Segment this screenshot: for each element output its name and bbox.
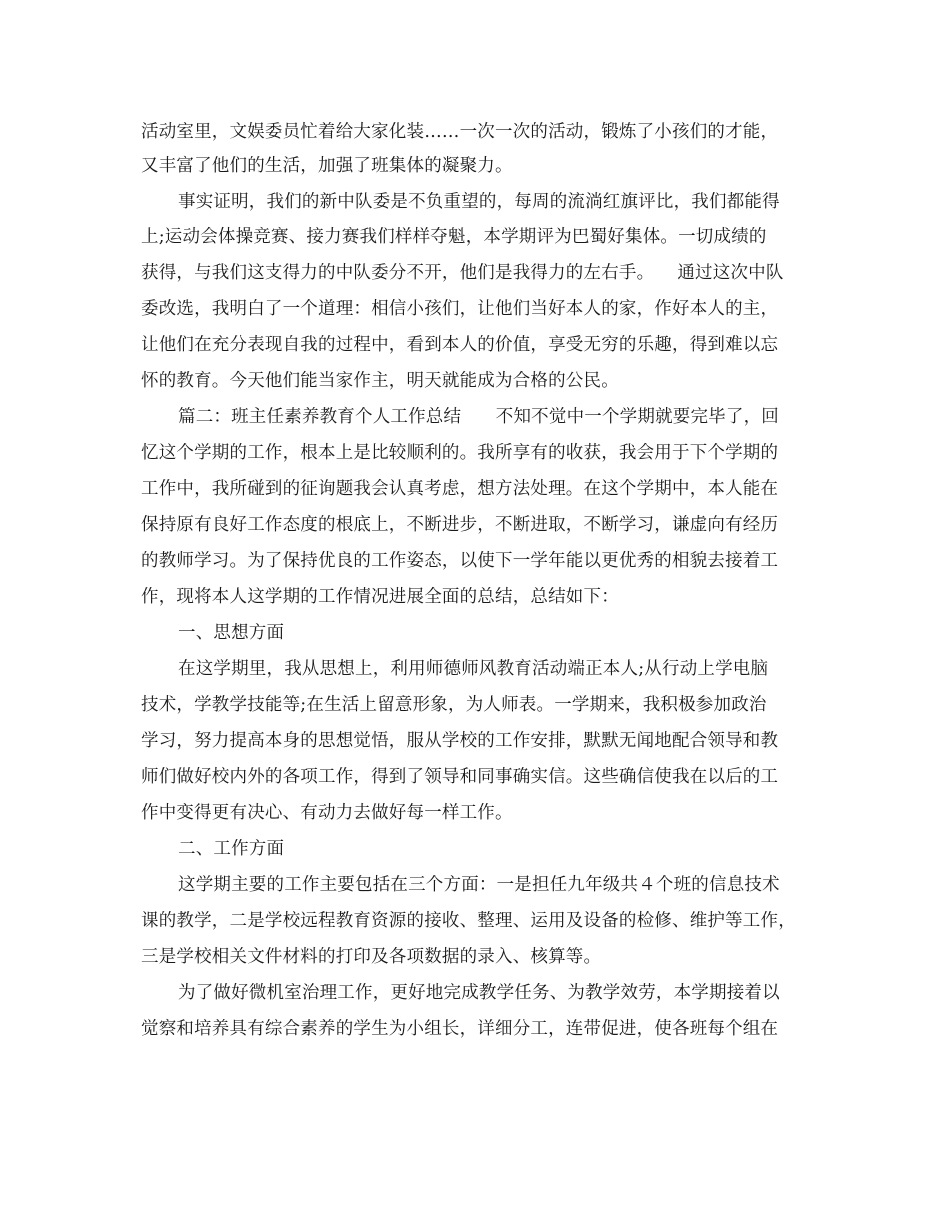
text-line: 怀的教育。今天他们能当家作主，明天就能成为合格的公民。	[141, 371, 619, 391]
text-line: 师们做好校内外的各项工作，得到了领导和同事确实信。这些确信使我在以后的工	[141, 767, 779, 787]
text-line: 让他们在充分表现自我的过程中，看到本人的价值，享受无穷的乐趣，得到难以忘	[141, 335, 779, 355]
text-line: 作中变得更有决心、有动力去做好每一样工作。	[141, 803, 513, 823]
section-heading: 二、工作方面	[178, 839, 285, 859]
text-line: 委改选，我明白了一个道理：相信小孩们，让他们当好本人的家，作好本人的主，	[141, 299, 779, 319]
text-line: 作，现将本人这学期的工作情况进展全面的总结，总结如下：	[141, 587, 619, 607]
section-heading: 一、思想方面	[178, 623, 285, 643]
text-line: 的教师学习。为了保持优良的工作姿态，以使下一学年能以更优秀的相貌去接着工	[141, 551, 779, 571]
text-line: 工作中，我所碰到的征询题我会认真考虑，想方法处理。在这个学期中，本人能在	[141, 479, 779, 499]
text-line: 事实证明，我们的新中队委是不负重望的，每周的流淌红旗评比，我们都能得	[178, 192, 780, 212]
text-line: 三是学校相关文件材料的打印及各项数据的录入、核算等。	[141, 947, 602, 967]
text-line: 技术，学教学技能等;在生活上留意形象，为人师表。一学期来，我积极参加政治	[141, 695, 767, 715]
text-line: 课的教学，二是学校远程教育资源的接收、整理、运用及设备的检修、维护等工作，	[141, 911, 796, 931]
text-line: 这学期主要的工作主要包括在三个方面：一是担任九年级共４个班的信息技术	[178, 875, 780, 895]
text-line: 活动室里，文娱委员忙着给大家化装……一次一次的活动，锻炼了小孩们的才能，	[141, 122, 779, 142]
text-line: 为了做好微机室治理工作，更好地完成教学任务、为教学效劳，本学期接着以	[178, 983, 780, 1003]
text-line: 觉察和培养具有综合素养的学生为小组长，详细分工，连带促进，使各班每个组在	[141, 1019, 779, 1039]
text-line: 保持原有良好工作态度的根底上，不断进步，不断进取，不断学习，谦虚向有经历	[141, 515, 779, 535]
text-line: 获得，与我们这支得力的中队委分不开，他们是我得力的左右手。 通过这次中队	[141, 263, 784, 283]
text-line: 在这学期里，我从思想上，利用师德师风教育活动端正本人;从行动上学电脑	[178, 659, 769, 679]
text-line: 忆这个学期的工作，根本上是比较顺利的。我所享有的收获，我会用于下个学期的	[141, 443, 779, 463]
text-line: 又丰富了他们的生活，加强了班集体的凝聚力。	[141, 156, 513, 176]
text-line: 上;运动会体操竞赛、接力赛我们样样夺魁，本学期评为巴蜀好集体。一切成绩的	[141, 227, 767, 247]
text-line: 学习，努力提高本身的思想觉悟，服从学校的工作安排，默默无闻地配合领导和教	[141, 731, 779, 751]
text-line: 篇二：班主任素养教育个人工作总结 不知不觉中一个学期就要完毕了，回	[178, 407, 779, 427]
